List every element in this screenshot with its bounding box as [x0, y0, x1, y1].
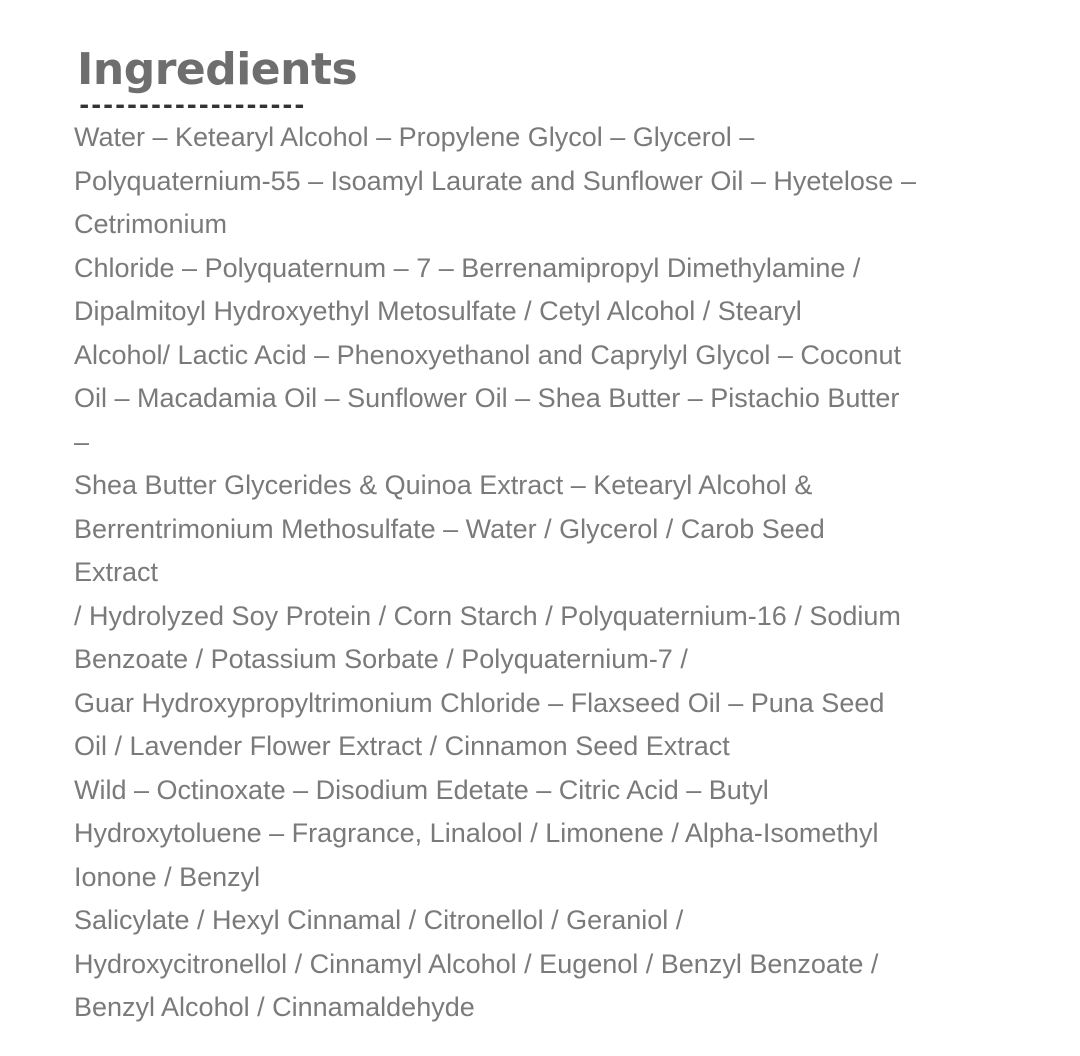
- ingredients-line: Guar Hydroxypropyltrimonium Chloride – Flaxseed Oil – Puna Seed: [74, 687, 885, 718]
- ingredients-line: Oil – Macadamia Oil – Sunflower Oil – Shea Butter – Pistachio Butter: [74, 383, 900, 413]
- ingredients-line: Benzoate / Potassium Sorbate / Polyquaternium-7 /: [74, 644, 688, 674]
- ingredients-line: Shea Butter Glycerides & Quinoa Extract – Ketearyl Alcohol &: [74, 470, 813, 500]
- ingredients-line: Salicylate / Hexyl Cinnamal / Citronellol / Geraniol /: [74, 905, 684, 935]
- ingredients-line: Oil / Lavender Flower Extract / Cinnamon Seed Extract: [74, 731, 730, 761]
- ingredients-line: Water – Ketearyl Alcohol – Propylene Glycol – Glycerol –: [74, 122, 755, 152]
- ingredients-section: [74, 40, 1034, 1030]
- ingredients-line: Chloride – Polyquaternum – 7 – Berrenamipropyl Dimethylamine /: [74, 252, 861, 283]
- ingredients-line: Berrentrimonium Methosulfate – Water / Glycerol / Carob Seed: [74, 513, 825, 544]
- ingredients-line: Hydroxytoluene – Fragrance, Linalool / Limonene / Alpha-Isomethyl: [74, 818, 879, 848]
- ingredients-line: Extract: [74, 557, 159, 587]
- ingredients-line: Dipalmitoyl Hydroxyethyl Metosulfate / Cetyl Alcohol / Stearyl: [74, 296, 802, 326]
- title-underline: -------------------: [77, 100, 305, 116]
- ingredients-line: Ionone / Benzyl: [74, 861, 261, 892]
- ingredients-line: –: [74, 426, 90, 457]
- ingredients-line: / Hydrolyzed Soy Protein / Corn Starch / Polyquaternium-16 / Sodium: [74, 600, 901, 631]
- page-title: Ingredients: [77, 44, 358, 95]
- ingredients-line: Alcohol/ Lactic Acid – Phenoxyethanol and Caprylyl Glycol – Coconut: [74, 339, 901, 370]
- ingredients-line: Benzyl Alcohol / Cinnamaldehyde: [74, 992, 475, 1022]
- ingredients-line: Cetrimonium: [74, 209, 228, 239]
- ingredients-line: Wild – Octinoxate – Disodium Edetate – Citric Acid – Butyl: [74, 774, 769, 805]
- ingredients-line: Polyquaternium-55 – Isoamyl Laurate and Sunflower Oil – Hyetelose –: [74, 165, 916, 196]
- ingredients-line: Hydroxycitronellol / Cinnamyl Alcohol / Eugenol / Benzyl Benzoate /: [74, 948, 879, 979]
- ingredients-list: [74, 116, 1034, 1030]
